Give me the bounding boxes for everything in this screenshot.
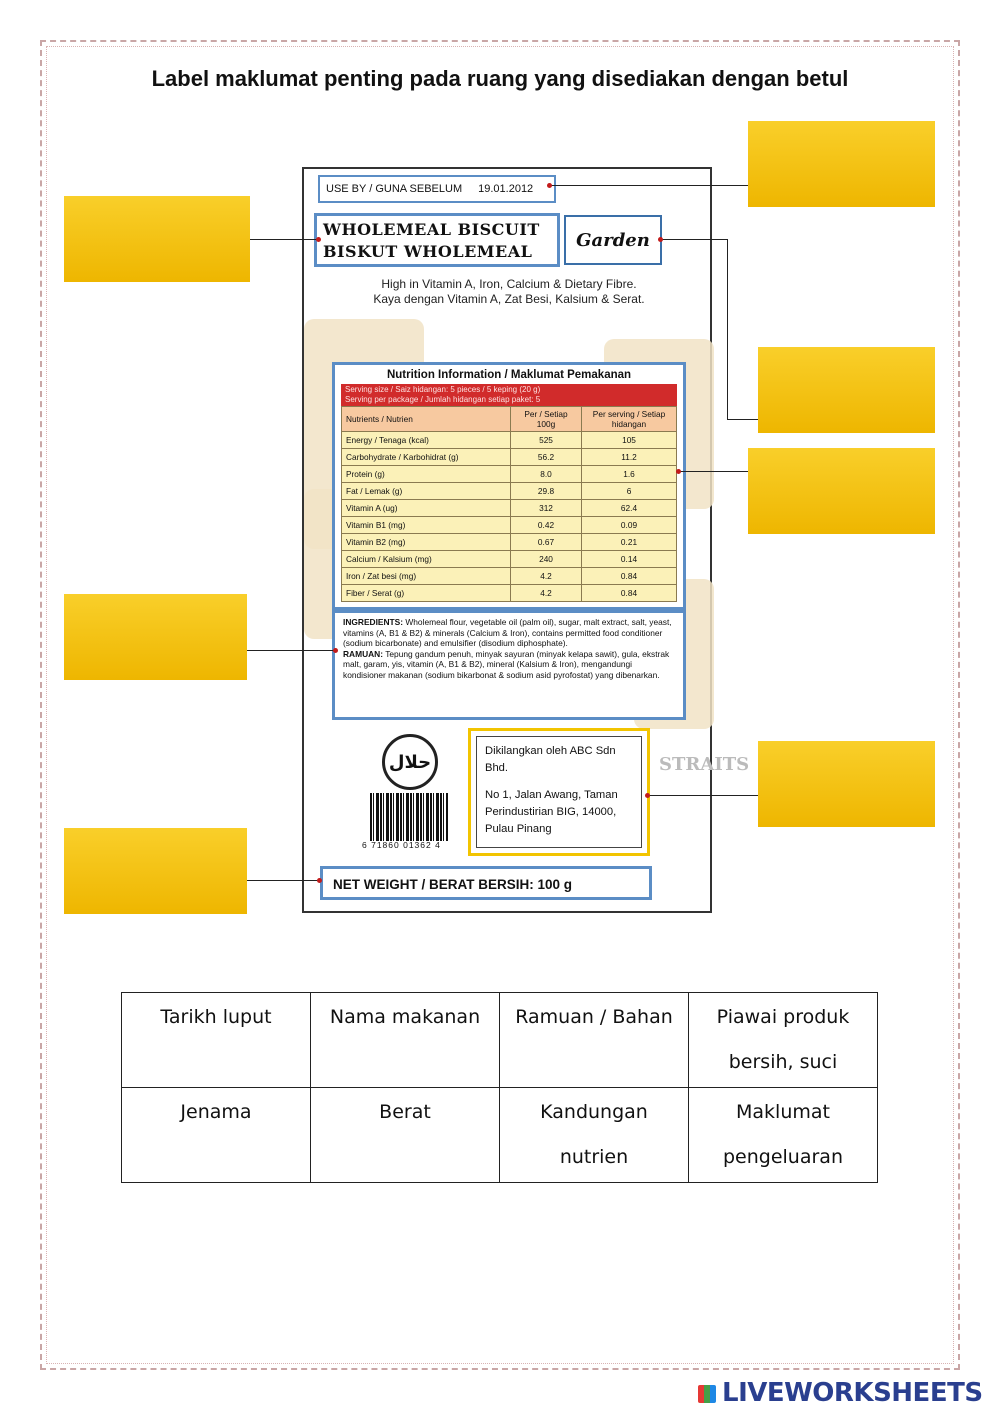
nutrient-value: 56.2 <box>511 449 582 466</box>
nutrition-row <box>342 483 677 500</box>
ingredients-text: Wholemeal flour, vegetable oil (palm oil), sugar, malt extract, salt, yeast, vitamins (A, B1 & B2) & minerals (Calcium & Iron), contains permitted food conditioner (sodium bicarbonate) and emulsifier (disodium diphosphate). <box>343 617 672 649</box>
leader-line-manufacturer <box>647 795 758 796</box>
nutrient-value: 8.0 <box>511 466 582 483</box>
nutrient-value: 525 <box>511 432 582 449</box>
nutrition-claim <box>324 277 694 307</box>
halal-glyph: حلال <box>388 752 432 772</box>
nutrient-value: 62.4 <box>582 500 677 517</box>
answer-option[interactable]: Maklumat pengeluaran <box>689 1088 878 1183</box>
ingredients-box <box>332 610 686 720</box>
leader-line-product-name <box>250 239 320 240</box>
nutrition-title: Nutrition Information / Maklumat Pemakanan <box>386 369 632 381</box>
nutrient-value: 0.21 <box>582 534 677 551</box>
manufacturer-box <box>468 728 650 856</box>
food-label <box>302 167 750 913</box>
drop-box-use-by[interactable] <box>748 121 935 207</box>
nutrient-value: 0.09 <box>582 517 677 534</box>
leader-line-weight <box>247 880 320 881</box>
nutrient-value: 240 <box>511 551 582 568</box>
liveworksheets-icon <box>698 1385 716 1403</box>
ramuan-label: RAMUAN: <box>343 648 384 659</box>
halal-logo <box>382 734 438 790</box>
nutrient-name: Protein (g) <box>342 466 511 483</box>
nutrient-value: 11.2 <box>582 449 677 466</box>
nutrient-name: Calcium / Kalsium (mg) <box>342 551 511 568</box>
nutrition-row <box>342 432 677 449</box>
nutrient-name: Vitamin B1 (mg) <box>342 517 511 534</box>
nutrient-name: Fat / Lemak (g) <box>342 483 511 500</box>
answer-option[interactable]: Tarikh luput <box>122 993 311 1088</box>
leader-line-brand <box>727 419 758 420</box>
nutrient-name: Vitamin B2 (mg) <box>342 534 511 551</box>
leader-line-ingredients <box>247 650 335 651</box>
nutrient-value: 0.67 <box>511 534 582 551</box>
nutrition-row <box>342 517 677 534</box>
pointer-dot <box>547 183 552 188</box>
product-name-line2: BISKUT WHOLEMEAL <box>323 242 533 261</box>
serving-size: Serving size / Saiz hidangan: 5 pieces / 5 keping (20 g) <box>345 385 541 394</box>
nutrient-value: 4.2 <box>511 568 582 585</box>
liveworksheets-text: LIVEWORKSHEETS <box>722 1378 983 1408</box>
leader-line-brand <box>727 239 728 420</box>
answer-option[interactable]: Nama makanan <box>311 993 500 1088</box>
brand-box: Garden <box>564 215 662 265</box>
answer-option[interactable]: Piawai produk bersih, suci <box>689 993 878 1088</box>
nutrient-value: 0.84 <box>582 585 677 602</box>
answer-option[interactable]: Ramuan / Bahan <box>500 993 689 1088</box>
manufacturer-line1: Dikilangkan oleh ABC Sdn Bhd. <box>485 745 616 774</box>
nutrition-panel <box>332 362 686 610</box>
leader-line-nutrition <box>679 471 748 472</box>
nutrition-row <box>342 585 677 602</box>
nutrient-value: 1.6 <box>582 466 677 483</box>
barcode <box>370 793 448 841</box>
nutrient-name: Iron / Zat besi (mg) <box>342 568 511 585</box>
manufacturer-line2: No 1, Jalan Awang, Taman Perindustirian BIG, 14000, Pulau Pinang <box>485 789 618 835</box>
ingredients-label: INGREDIENTS: <box>343 617 404 627</box>
nutrition-row <box>342 500 677 517</box>
nutrient-name: Vitamin A (ug) <box>342 500 511 517</box>
drop-box-manufacturer[interactable] <box>758 741 935 827</box>
watermark: STRAITS <box>659 754 750 775</box>
nutrient-value: 29.8 <box>511 483 582 500</box>
nutrition-header: Per serving / Setiap hidangan <box>582 407 677 432</box>
barcode-number: 6 71860 01362 4 <box>362 840 441 850</box>
leader-line-use-by <box>551 185 749 186</box>
nutrient-value: 312 <box>511 500 582 517</box>
pointer-dot <box>676 469 681 474</box>
drop-box-product-name[interactable] <box>64 196 250 282</box>
liveworksheets-logo <box>698 1378 983 1408</box>
serving-info <box>341 384 677 406</box>
nutrient-name: Carbohydrate / Karbohidrat (g) <box>342 449 511 466</box>
nutrition-header: Per / Setiap 100g <box>511 407 582 432</box>
nutrition-row <box>342 534 677 551</box>
drop-box-brand[interactable] <box>758 347 935 433</box>
leader-line-brand <box>661 239 727 240</box>
answer-option[interactable]: Berat <box>311 1088 500 1183</box>
pointer-dot <box>333 648 338 653</box>
pointer-dot <box>317 878 322 883</box>
pointer-dot <box>645 793 650 798</box>
nutrition-row <box>342 466 677 483</box>
product-name-box <box>314 213 560 267</box>
answer-bank <box>121 992 878 1183</box>
serving-per-package: Serving per package / Jumlah hidangan setiap paket: 5 <box>345 395 541 404</box>
nutrition-table <box>341 406 677 602</box>
net-weight-box: NET WEIGHT / BERAT BERSIH: 100 g <box>320 866 652 900</box>
nutrient-value: 4.2 <box>511 585 582 602</box>
nutrition-row <box>342 551 677 568</box>
nutrient-value: 105 <box>582 432 677 449</box>
nutrient-value: 0.42 <box>511 517 582 534</box>
drop-box-ingredients[interactable] <box>64 594 247 680</box>
claim-ms: Kaya dengan Vitamin A, Zat Besi, Kalsium & Serat. <box>373 292 645 306</box>
answer-option[interactable]: Kandungan nutrien <box>500 1088 689 1183</box>
use-by-date: 19.01.2012 <box>478 183 534 195</box>
nutrient-value: 0.84 <box>582 568 677 585</box>
nutrient-name: Energy / Tenaga (kcal) <box>342 432 511 449</box>
use-by-box <box>318 175 556 203</box>
page-title: Label maklumat penting pada ruang yang disediakan dengan betul <box>151 66 849 91</box>
ramuan-text: Tepung gandum penuh, minyak sayuran (minyak kelapa sawit), gula, ekstrak malt, garam, yis, vitamin (A, B1 & B2), mineral (Kalsium & Iron), mengandungi kondisioner makanan (sodium bikarbonat & sodium asid pyrofostat) yang dibenarkan. <box>343 648 670 680</box>
nutrition-row <box>342 568 677 585</box>
drop-box-weight[interactable] <box>64 828 247 914</box>
pointer-dot <box>658 237 663 242</box>
nutrient-value: 6 <box>582 483 677 500</box>
claim-en: High in Vitamin A, Iron, Calcium & Dietary Fibre. <box>381 277 637 291</box>
pointer-dot <box>316 237 321 242</box>
nutrient-value: 0.14 <box>582 551 677 568</box>
product-name-line1: WHOLEMEAL BISCUIT <box>323 220 540 239</box>
drop-box-nutrition[interactable] <box>748 448 935 534</box>
nutrient-name: Fiber / Serat (g) <box>342 585 511 602</box>
nutrition-row <box>342 449 677 466</box>
nutrition-header: Nutrients / Nutrien <box>342 407 511 432</box>
use-by-label: USE BY / GUNA SEBELUM <box>326 183 463 195</box>
answer-option[interactable]: Jenama <box>122 1088 311 1183</box>
